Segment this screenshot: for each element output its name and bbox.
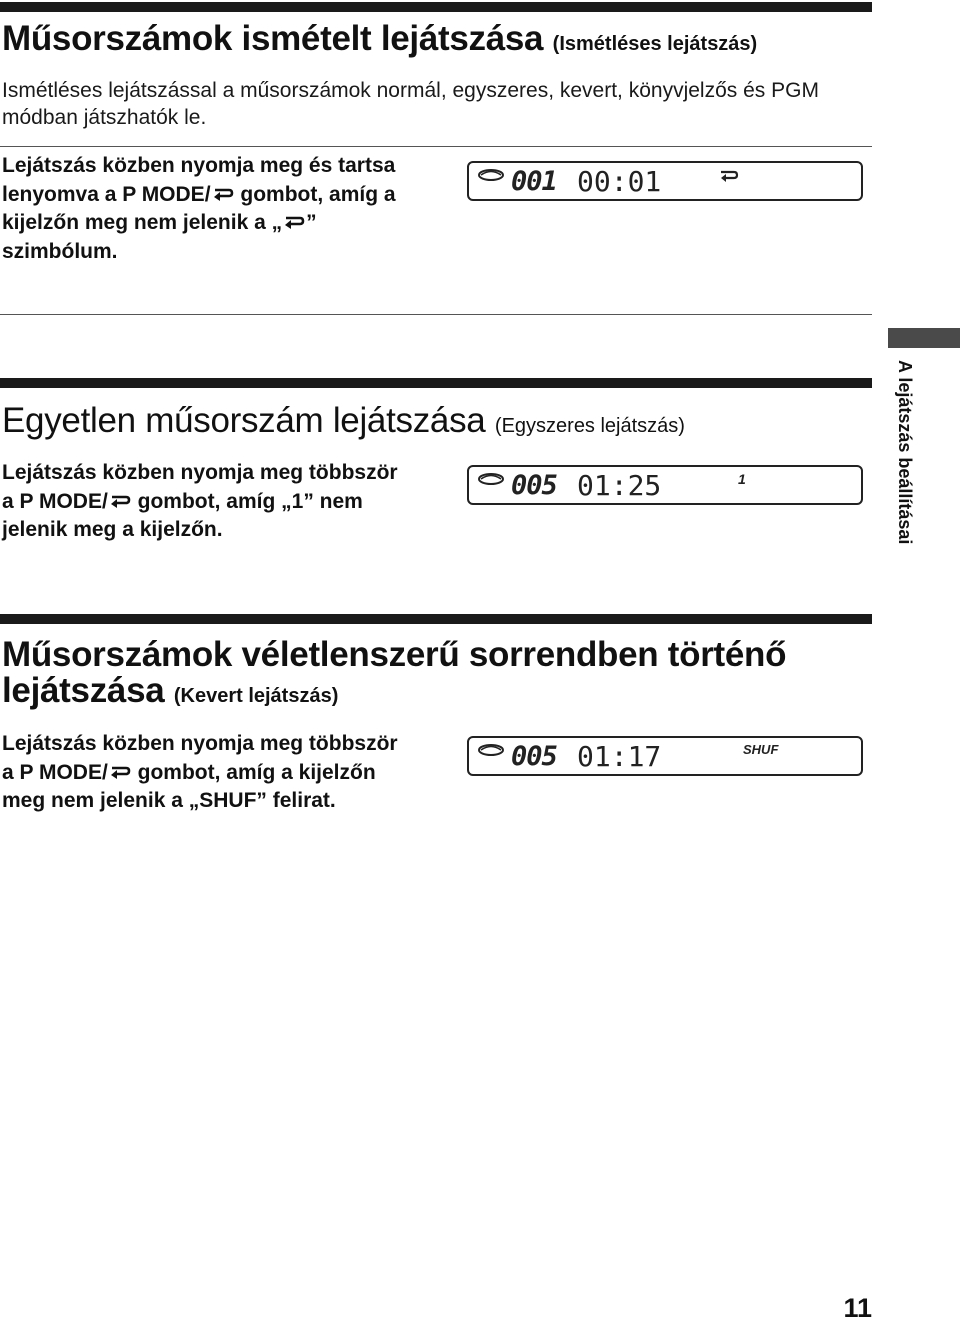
step-repeat [2,152,452,266]
repeat-icon [719,169,739,186]
step-line [2,181,452,210]
lcd-mode-indicator: SHUF [743,742,779,757]
step-line: jelenik meg a kijelzőn. [2,518,223,541]
section-shuffle-play [0,614,872,715]
divider [0,146,872,147]
page-number: 11 [843,1293,872,1323]
repeat-icon [212,187,234,203]
intro-text: Ismétléses lejátszással a műsorszámok normál, egyszeres, kevert, könyvjelzős és PGM módban játszhatók le. [2,79,819,129]
repeat-icon [283,215,305,231]
step-text: a P MODE/ [2,489,108,513]
repeat-icon [109,765,131,781]
lcd-track-number: 005 [511,741,557,772]
step-text: ” [306,211,317,234]
step-line: Lejátszás közben nyomja meg és tartsa [2,154,396,177]
lcd-track-number: 005 [511,470,557,501]
step-line: meg nem jelenik a „SHUF” felirat. [2,789,336,812]
section-bar [0,378,872,388]
title-main: Egyetlen műsorszám lejátszása [2,401,486,440]
title-main: Műsorszámok véletlenszerű sorrendben történő [2,635,787,674]
lcd-display-repeat [467,161,863,201]
step-single [2,459,452,545]
section-single-play [0,378,872,445]
lcd-mode-indicator: 1 [738,471,746,487]
lcd-display-single [467,465,863,505]
section-title [2,402,872,445]
step-line: szimbólum. [2,239,118,263]
lcd-display-shuffle [467,736,863,776]
divider [0,314,872,315]
disc-icon [477,743,505,762]
section-bar [0,2,872,12]
lcd-track-number: 001 [511,166,557,197]
section-bar [0,614,872,624]
title-sub: (Egyszeres lejátszás) [494,415,685,437]
step-text: gombot, amíg a kijelzőn [131,760,376,784]
title-line [2,672,872,715]
title-main: lejátszása [2,671,165,710]
step-text: kijelzőn meg nem jelenik a „ [2,211,283,234]
section-title [2,20,872,63]
step-text: gombot, amíg „1” nem [131,489,363,513]
step-text: a P MODE/ [2,760,108,784]
step-line [2,209,452,238]
lcd-time: 01:25 [577,469,662,502]
title-main: Műsorszámok ismételt lejátszása [2,19,544,58]
step-text: gombot, amíg a [234,182,396,206]
section-repeat-play [0,2,872,147]
step-text: lenyomva a P MODE/ [2,182,211,206]
title-sub: (Kevert lejátszás) [173,685,339,707]
side-tab-label: A lejátszás beállításai [895,360,915,545]
title-sub: (Ismétléses lejátszás) [552,33,758,55]
step-line [2,488,452,517]
lcd-time: 01:17 [577,740,662,773]
side-tab-marker [888,328,960,348]
lcd-time: 00:01 [577,165,662,198]
disc-icon [477,168,505,187]
step-line: Lejátszás közben nyomja meg többször [2,461,398,484]
step-line: Lejátszás közben nyomja meg többször [2,732,398,755]
disc-icon [477,472,505,491]
repeat-icon [109,494,131,510]
section-title [2,636,872,715]
step-line [2,759,452,788]
step-shuffle [2,730,452,816]
